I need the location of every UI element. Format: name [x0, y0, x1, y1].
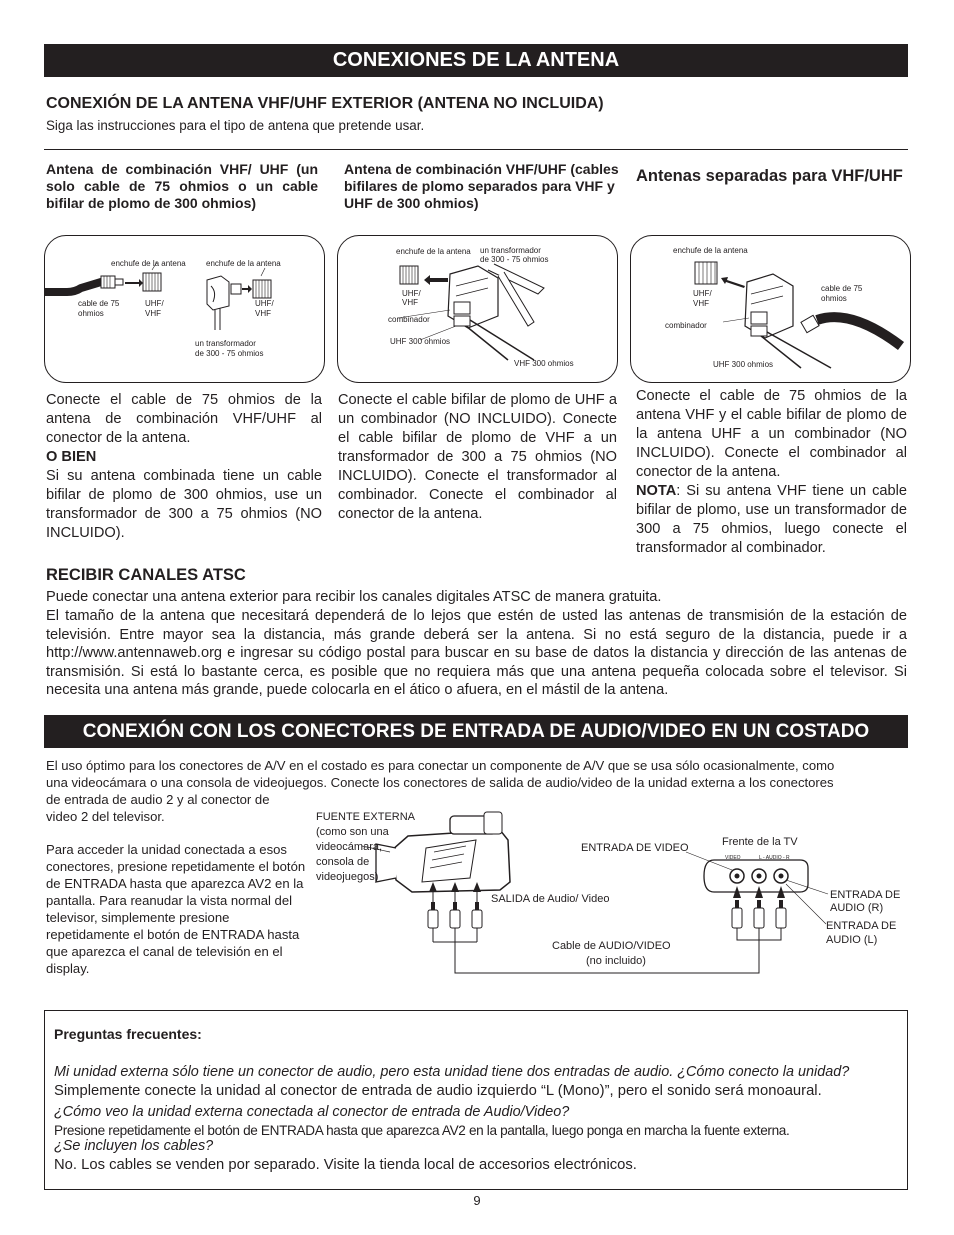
column1-heading: Antena de combinación VHF/ UHF (un solo cable de 75 ohmios o un cable bifilar de plomo de 300 ohmios)	[46, 161, 318, 211]
atsc-paragraph: El tamaño de la antena que necesitará dependerá de lo lejos que estén de usted las antenas de transmisión de la estación de televisión. Entre mayor sea la distancia, más grande deberá ser la antena. Si no está seguro de la distancia, puede ir a http://www.antennaweb.org e ingresar su código postal para buscar en su base de datos la distancia y dirección de las antenas de transmisión. Si está lo bastante cerca, es posible que no requiera más que una antena pequeña colocada sobre el televisor. Si necesita una antena más grande, puede colocarla en el ático o afuera, en el mástil de la antena.	[46, 608, 907, 699]
label-cable-75: cable de 75	[78, 299, 120, 308]
label-uhf-1: UHF/	[145, 299, 164, 308]
column3-heading: Antenas separadas para VHF/UHF	[636, 167, 903, 185]
label-combiner: combinador	[388, 315, 430, 324]
label-cable-75-b: ohmios	[78, 309, 104, 318]
label-cable-1: Cable de AUDIO/VIDEO	[552, 940, 671, 952]
label-uhf-300: UHF 300 ohmios	[713, 360, 774, 369]
column1-text-a: Conecte el cable de 75 ohmios de la antena de combinación VHF/UHF al conector de la antena.	[46, 392, 322, 446]
label-source-1: FUENTE EXTERNA	[316, 811, 416, 823]
label-cable-75: cable de 75	[821, 284, 863, 293]
column1-body	[46, 391, 322, 543]
label-uhf-300: UHF 300 ohmios	[390, 337, 451, 346]
faq-answer-3: No. Los cables se venden por separado. Visite la tienda local de accesorios electrónicos.	[54, 1157, 637, 1173]
label-av-output: SALIDA de Audio/ Video	[491, 893, 610, 905]
column2-body: Conecte el cable bifilar de plomo de UHF a un combinador (NO INCLUIDO). Conecte el cable bifilar de plomo de VHF a un transformador de 300 a 75 ohmios (NO INCLUIDO). Conecte el transformador al combinador. Conecte el combinador al conector de la antena.	[338, 392, 617, 522]
label-audio-l-1: ENTRADA DE	[826, 920, 897, 932]
label-uhf: UHF/	[693, 289, 712, 298]
column3-body	[636, 387, 907, 558]
label-uhf-2: UHF/	[255, 299, 274, 308]
av-intro-line2: una videocámara o una consola de videojuegos. Conecte los conectores de salida de audio/video de la unidad externa a los conectores	[46, 775, 834, 790]
faq-answer-1: Simplemente conecte la unidad al conector de entrada de audio izquierdo “L (Mono)”, pero el sonido será monoaural.	[54, 1083, 822, 1099]
label-audio-r-2: AUDIO (R)	[830, 902, 884, 914]
label-uhf: UHF/	[402, 289, 421, 298]
antenna-diagram-1	[45, 236, 324, 382]
label-vhf: VHF	[402, 298, 418, 307]
section-banner-av	[44, 715, 908, 748]
figure-combination-antenna	[44, 235, 325, 383]
label-vhf-300: VHF 300 ohmios	[514, 359, 574, 368]
note-label: NOTA	[636, 483, 677, 499]
banner-title: CONEXIONES DE LA ANTENA	[332, 49, 620, 71]
label-jack: enchufe de la antena	[673, 246, 748, 255]
label-jack-audio: L - AUDIO - R	[759, 855, 790, 861]
label-transformer-b: de 300 - 75 ohmios	[195, 349, 264, 358]
column1-or: O BIEN	[46, 449, 97, 465]
label-tv-front: Frente de la TV	[722, 836, 798, 848]
column1-text-b: Si su antena combinada tiene un cable bifilar de plomo de 300 ohmios, use un transformador de 300 a 75 ohmios (NO INCLUIDO).	[46, 468, 322, 541]
av-paragraph2: Para acceder la unidad conectada a esos conectores, presione repetidamente el botón de ENTRADA hasta que aparezca AV2 en la pantalla. Para reanudar la vista normal del televisor, simplemente presione repetidamente el botón de ENTRADA hasta que aparezca el canal de televisión en el display.	[46, 842, 306, 976]
faq-question-3: ¿Se incluyen los cables?	[54, 1138, 214, 1154]
column2-heading: Antena de combinación VHF/UHF (cables bifilares de plomo separados para VHF y UHF de 300 ohmios)	[344, 161, 619, 211]
av-plugs-left	[428, 902, 482, 928]
section-heading-vhf-uhf: CONEXIÓN DE LA ANTENA VHF/UHF EXTERIOR (ANTENA NO INCLUIDA)	[46, 95, 604, 112]
label-jack: enchufe de la antena	[396, 247, 471, 256]
divider	[44, 149, 908, 150]
figure-separate-leads	[337, 235, 618, 383]
label-source-2: (como son una	[316, 826, 389, 838]
label-source-4: consola de	[316, 856, 370, 868]
camcorder-icon	[362, 812, 510, 892]
label-vhf-1: VHF	[145, 309, 161, 318]
section-banner-antenna	[44, 44, 908, 77]
label-transformer-b: de 300 - 75 ohmios	[480, 255, 549, 264]
label-audio-r-1: ENTRADA DE	[830, 889, 901, 901]
atsc-line1: Puede conectar una antena exterior para recibir los canales digitales ATSC de manera gratuita.	[46, 589, 662, 605]
tv-front-panel	[704, 860, 808, 892]
label-transformer: un transformador	[480, 246, 541, 255]
av-plugs-right	[732, 900, 786, 928]
label-combiner: combinador	[665, 321, 707, 330]
page-number: 9	[473, 1193, 481, 1208]
antenna-diagram-2	[338, 236, 617, 382]
label-jack-video: VIDEO	[725, 855, 741, 861]
column3-note	[636, 482, 907, 558]
label-video-in: ENTRADA DE VIDEO	[581, 842, 689, 854]
atsc-heading: RECIBIR CANALES ATSC	[46, 566, 246, 584]
label-jack-2: enchufe de la antena	[206, 259, 281, 268]
faq-question-2: ¿Cómo veo la unidad externa conectada al conector de entrada de Audio/Video?	[54, 1104, 570, 1120]
label-cable-2: (no incluido)	[586, 955, 646, 967]
figure-separate-antennas	[630, 235, 911, 383]
av-intro-line3: de entrada de audio 2 y al conector de video 2 del televisor.	[46, 792, 270, 824]
note-text: : Si su antena VHF tiene un cable bifilar de plomo, use un transformador de 300 a 75 ohmios, luego conecte el transformador al combinador.	[636, 483, 907, 556]
section-intro: Siga las instrucciones para el tipo de antena que pretende usar.	[46, 118, 425, 133]
av-connection-diagram	[300, 790, 908, 990]
label-vhf: VHF	[693, 299, 709, 308]
faq-question-1: Mi unidad externa sólo tiene un conector de audio, pero esta unidad tiene dos entradas de audio. ¿Cómo conecto la unidad?	[54, 1064, 850, 1080]
label-cable-75-b: ohmios	[821, 294, 847, 303]
label-jack-1: enchufe de la antena	[111, 259, 186, 268]
label-source-3: videocámara,	[316, 841, 383, 853]
banner2-title: CONEXIÓN CON LOS CONECTORES DE ENTRADA DE AUDIO/VIDEO EN UN COSTADO	[82, 721, 870, 742]
label-vhf-2: VHF	[255, 309, 271, 318]
column3-text: Conecte el cable de 75 ohmios de la antena VHF y el cable bifilar de plomo de la antena UHF a un combinador (NO INCLUIDO). Conecte el combinador al conector de la antena.	[636, 388, 907, 480]
faq-title: Preguntas frecuentes:	[54, 1026, 202, 1042]
label-audio-l-2: AUDIO (L)	[826, 934, 878, 946]
antenna-diagram-3	[631, 236, 910, 382]
faq-box	[44, 1010, 908, 1190]
label-transformer: un transformador	[195, 339, 256, 348]
faq-answer-2: Presione repetidamente el botón de ENTRADA hasta que aparezca AV2 en la pantalla, luego ponga en marcha la fuente externa.	[54, 1123, 790, 1138]
av-intro-line1: El uso óptimo para los conectores de A/V en el costado es para conectar un componente de A/V que se usa sólo ocasionalmente, como	[46, 758, 835, 773]
label-source-5: videojuegos)	[316, 871, 379, 883]
